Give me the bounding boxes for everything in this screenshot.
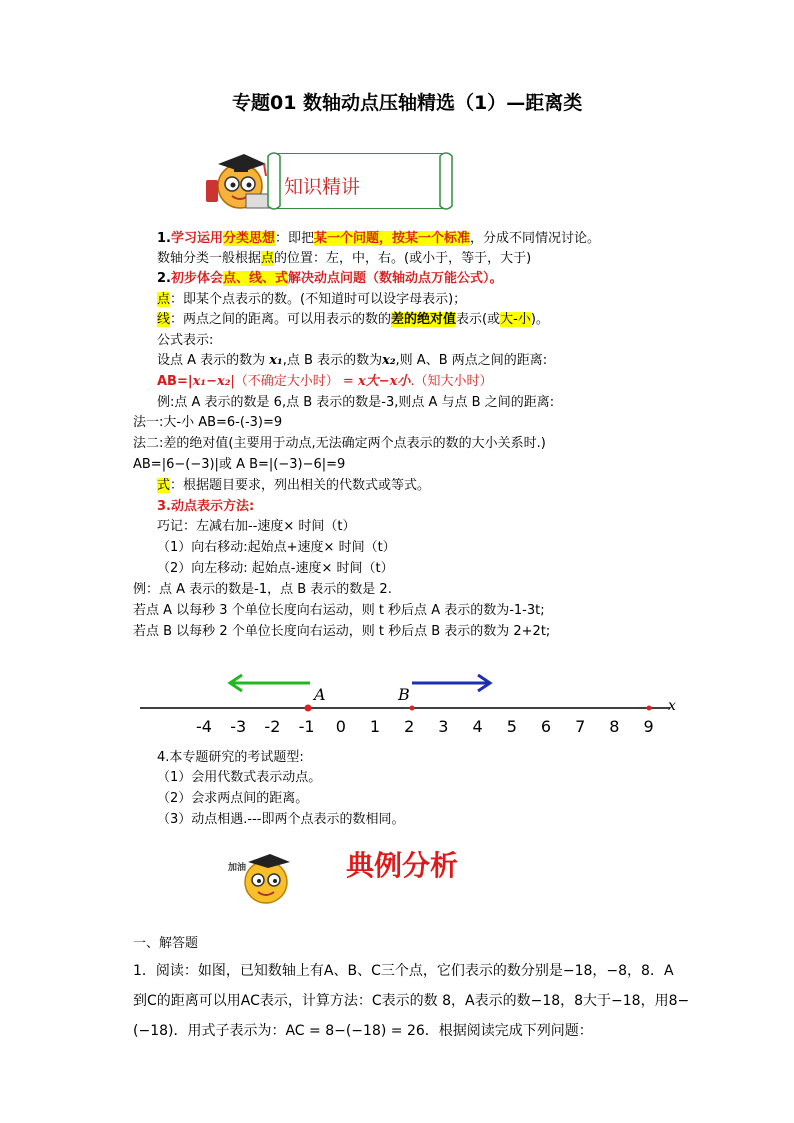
- tick-label: 1: [369, 717, 381, 736]
- banner-knowledge: 知识精讲: [284, 176, 361, 198]
- label-a: A: [314, 685, 326, 704]
- number-line-figure: [130, 668, 690, 740]
- tick-label: -2: [264, 717, 281, 736]
- line-14: 3.动点表示方法:: [157, 499, 255, 514]
- line-12: AB=|6−(−3)|或 A B=|(−3)−6|=9: [133, 457, 346, 472]
- line-7: 设点 A 表示的数为 x₁,点 B 表示的数为x₂,则 A、B 两点之间的距离:: [157, 353, 548, 368]
- question-1-line-2: 到C的距离可以用AC表示，计算方法：C表示的数 8，A表示的数−18，8大于−18，用8−: [133, 993, 690, 1009]
- tick-label: -3: [230, 717, 247, 736]
- line-11: 法二:差的绝对值(主要用于动点,无法确定两个点表示的数的大小关系时.): [133, 436, 546, 451]
- cartoon-student-icon: [226, 848, 310, 908]
- tick-label: 9: [643, 717, 654, 736]
- page-title: 专题01 数轴动点压轴精选（1）—距离类: [232, 92, 583, 114]
- line-6: 公式表示:: [157, 333, 214, 348]
- line-3: 2.初步体会点、线、式解决动点问题（数轴动点万能公式）。: [157, 271, 503, 286]
- tick-label: 6: [540, 717, 552, 736]
- tick-label: 0: [335, 717, 346, 736]
- tick-label: -1: [298, 717, 315, 736]
- tick-label: 7: [575, 717, 586, 736]
- section-heading: 一、解答题: [133, 936, 199, 951]
- point-b-dot: [410, 706, 415, 711]
- svg-text:加油: 加油: [228, 863, 247, 873]
- banner-example-analysis: 典例分析: [346, 849, 459, 882]
- question-1-line-1: 1．阅读：如图，已知数轴上有A、B、C三个点，它们表示的数分别是−18，−8，8．A: [133, 963, 674, 979]
- question-1-line-3: (−18)．用式子表示为：AC = 8−(−18) = 26．根据阅读完成下列问题：: [133, 1023, 593, 1039]
- tick-label: 2: [404, 717, 415, 736]
- line-5: 线：两点之间的距离。可以用表示的数的差的绝对值表示(或大-小)。: [157, 312, 549, 327]
- line-2: 数轴分类一般根据点的位置：左，中，右。(或小于，等于，大于): [157, 251, 532, 266]
- line-16: （1）向右移动:起始点+速度× 时间（t）: [157, 540, 396, 555]
- line-15: 巧记：左减右加--速度× 时间（t）: [157, 519, 356, 534]
- label-b: B: [398, 685, 410, 704]
- line-8: AB=|x₁−x₂|（不确定大小时） = x大−x小.（知大小时）: [157, 374, 493, 389]
- line-19: 若点 A 以每秒 3 个单位长度向右运动，则 t 秒后点 A 表示的数为-1-3t;: [133, 603, 545, 618]
- line-1: 1.学习运用分类思想：即把某一个问题，按某一个标准，分成不同情况讨论。: [157, 231, 601, 246]
- line-23: （2）会求两点间的距离。: [157, 791, 309, 806]
- line-24: （3）动点相遇.---即两个点表示的数相同。: [157, 812, 405, 827]
- line-9: 例:点 A 表示的数是 6,点 B 表示的数是-3,则点 A 与点 B 之间的距离:: [157, 395, 555, 410]
- tick-label: -4: [196, 717, 212, 736]
- point-9-dot: [647, 706, 652, 711]
- tick-label: 8: [609, 717, 620, 736]
- line-20: 若点 B 以每秒 2 个单位长度向右运动，则 t 秒后点 B 表示的数为 2+2t;: [133, 624, 551, 639]
- point-a-dot: [305, 705, 312, 712]
- line-22: （1）会用代数式表示动点。: [157, 770, 322, 785]
- label-x: x: [668, 698, 676, 714]
- line-21: 4.本专题研究的考试题型:: [157, 750, 304, 765]
- line-4: 点：即某个点表示的数。(不知道时可以设字母表示)；: [157, 292, 467, 307]
- line-13: 式：根据题目要求，列出相关的代数式或等式。: [157, 478, 431, 493]
- line-18: 例：点 A 表示的数是-1，点 B 表示的数是 2.: [133, 582, 392, 597]
- tick-label: 4: [472, 717, 483, 736]
- line-17: （2）向左移动: 起始点-速度× 时间（t）: [157, 561, 394, 576]
- tick-label: 5: [506, 717, 517, 736]
- line-10: 法一:大-小 AB=6-(-3)=9: [133, 415, 283, 430]
- tick-label: 3: [438, 717, 449, 736]
